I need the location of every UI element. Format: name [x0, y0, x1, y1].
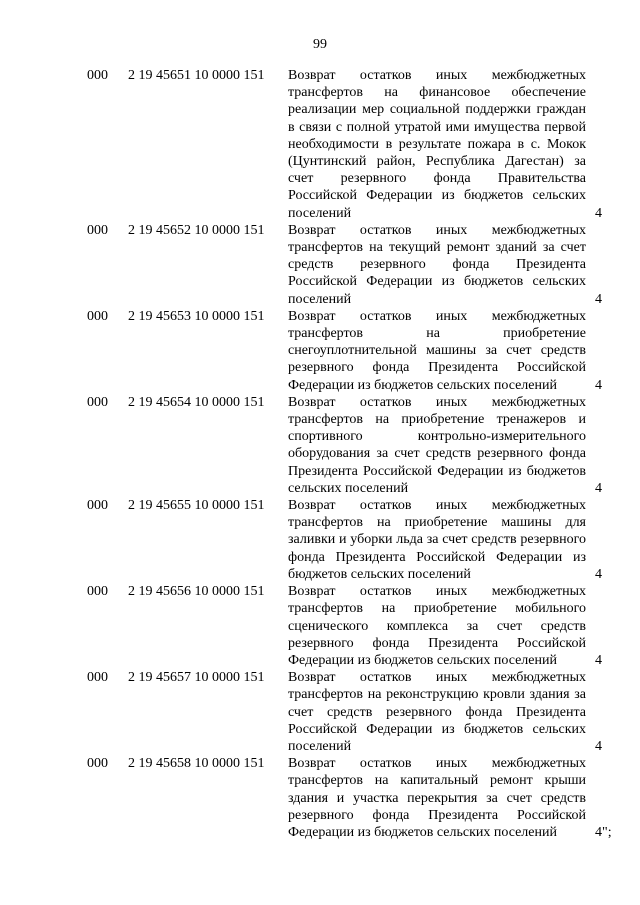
row-amount: 4 — [595, 652, 602, 668]
admin-code: 000 — [87, 498, 108, 514]
table-row — [0, 669, 640, 755]
budget-classification-code: 2 19 45652 10 0000 151 — [128, 222, 265, 238]
admin-code: 000 — [87, 670, 108, 686]
table-row — [0, 497, 640, 583]
row-amount: 4 — [595, 291, 602, 307]
row-description: Возврат остатков иных межбюджетных трансфертов на текущий ремонт зданий за счет средств резервного фонда Президента Российской Федерации из бюджетов сельских поселений — [288, 222, 586, 307]
row-amount: 4 — [595, 205, 602, 221]
admin-code: 000 — [87, 308, 108, 324]
row-amount: 4 — [595, 738, 602, 754]
page-number: 99 — [313, 37, 327, 52]
admin-code: 000 — [87, 584, 108, 600]
row-description: Возврат остатков иных межбюджетных трансфертов на приобретение машины для заливки и уборки льда за счет средств резервного фонда Президента Российской Федерации из бюджетов сельских поселений — [288, 498, 586, 582]
row-amount: 4 — [595, 377, 602, 393]
row-description: Возврат остатков иных межбюджетных трансфертов на приобретение тренажеров и спортивного контрольно-измерительного оборудования за счет средств резервного фонда Президента Российской Федерации из бюджетов сельских поселений — [288, 394, 586, 496]
budget-classification-code: 2 19 45658 10 0000 151 — [128, 756, 265, 772]
admin-code: 000 — [87, 394, 108, 410]
budget-classification-code: 2 19 45656 10 0000 151 — [128, 584, 265, 600]
admin-code: 000 — [87, 756, 108, 772]
admin-code: 000 — [87, 68, 108, 83]
budget-classification-code: 2 19 45651 10 0000 151 — [128, 68, 265, 83]
budget-classification-code: 2 19 45654 10 0000 151 — [128, 394, 265, 410]
budget-classification-code: 2 19 45653 10 0000 151 — [128, 308, 265, 324]
row-description: Возврат остатков иных межбюджетных трансфертов на приобретение мобильного сценического комплекса за счет средств резервного фонда Президента Российской Федерации из бюджетов сельских поселений — [288, 584, 586, 668]
admin-code: 000 — [87, 222, 108, 238]
table-row — [0, 222, 640, 308]
table-row — [0, 394, 640, 497]
row-amount: 4 — [595, 566, 602, 582]
table-row — [0, 67, 640, 222]
budget-classification-code: 2 19 45657 10 0000 151 — [128, 670, 265, 686]
row-amount: 4 — [595, 480, 602, 496]
table-row — [0, 755, 640, 841]
row-description: Возврат остатков иных межбюджетных трансфертов на приобретение снегоуплотнительной машины за счет средств резервного фонда Президента Российской Федерации из бюджетов сельских поселений — [288, 308, 586, 393]
row-description: Возврат остатков иных межбюджетных трансфертов на капитальный ремонт крыши здания и участка перекрытия за счет средств резервного фонда Президента Российской Федерации из бюджетов сельских поселений — [288, 756, 586, 840]
table-row — [0, 308, 640, 394]
row-description: Возврат остатков иных межбюджетных трансфертов на реконструкцию кровли здания за счет средств резервного фонда Президента Российской Федерации из бюджетов сельских поселений — [288, 670, 586, 754]
budget-classification-code: 2 19 45655 10 0000 151 — [128, 498, 265, 514]
row-description: Возврат остатков иных межбюджетных трансфертов на финансовое обеспечение реализации мер социальной поддержки граждан в связи с полной утратой ими имущества первой необходимости в результате пожара в с. Мокок (Цунтинский район, Республика Дагестан) за счет резервного фонда Правительства Российской Федерации из бюджетов сельских поселений — [288, 68, 586, 221]
row-amount: 4"; — [595, 824, 612, 840]
budget-code-table — [0, 67, 640, 841]
table-row — [0, 583, 640, 669]
